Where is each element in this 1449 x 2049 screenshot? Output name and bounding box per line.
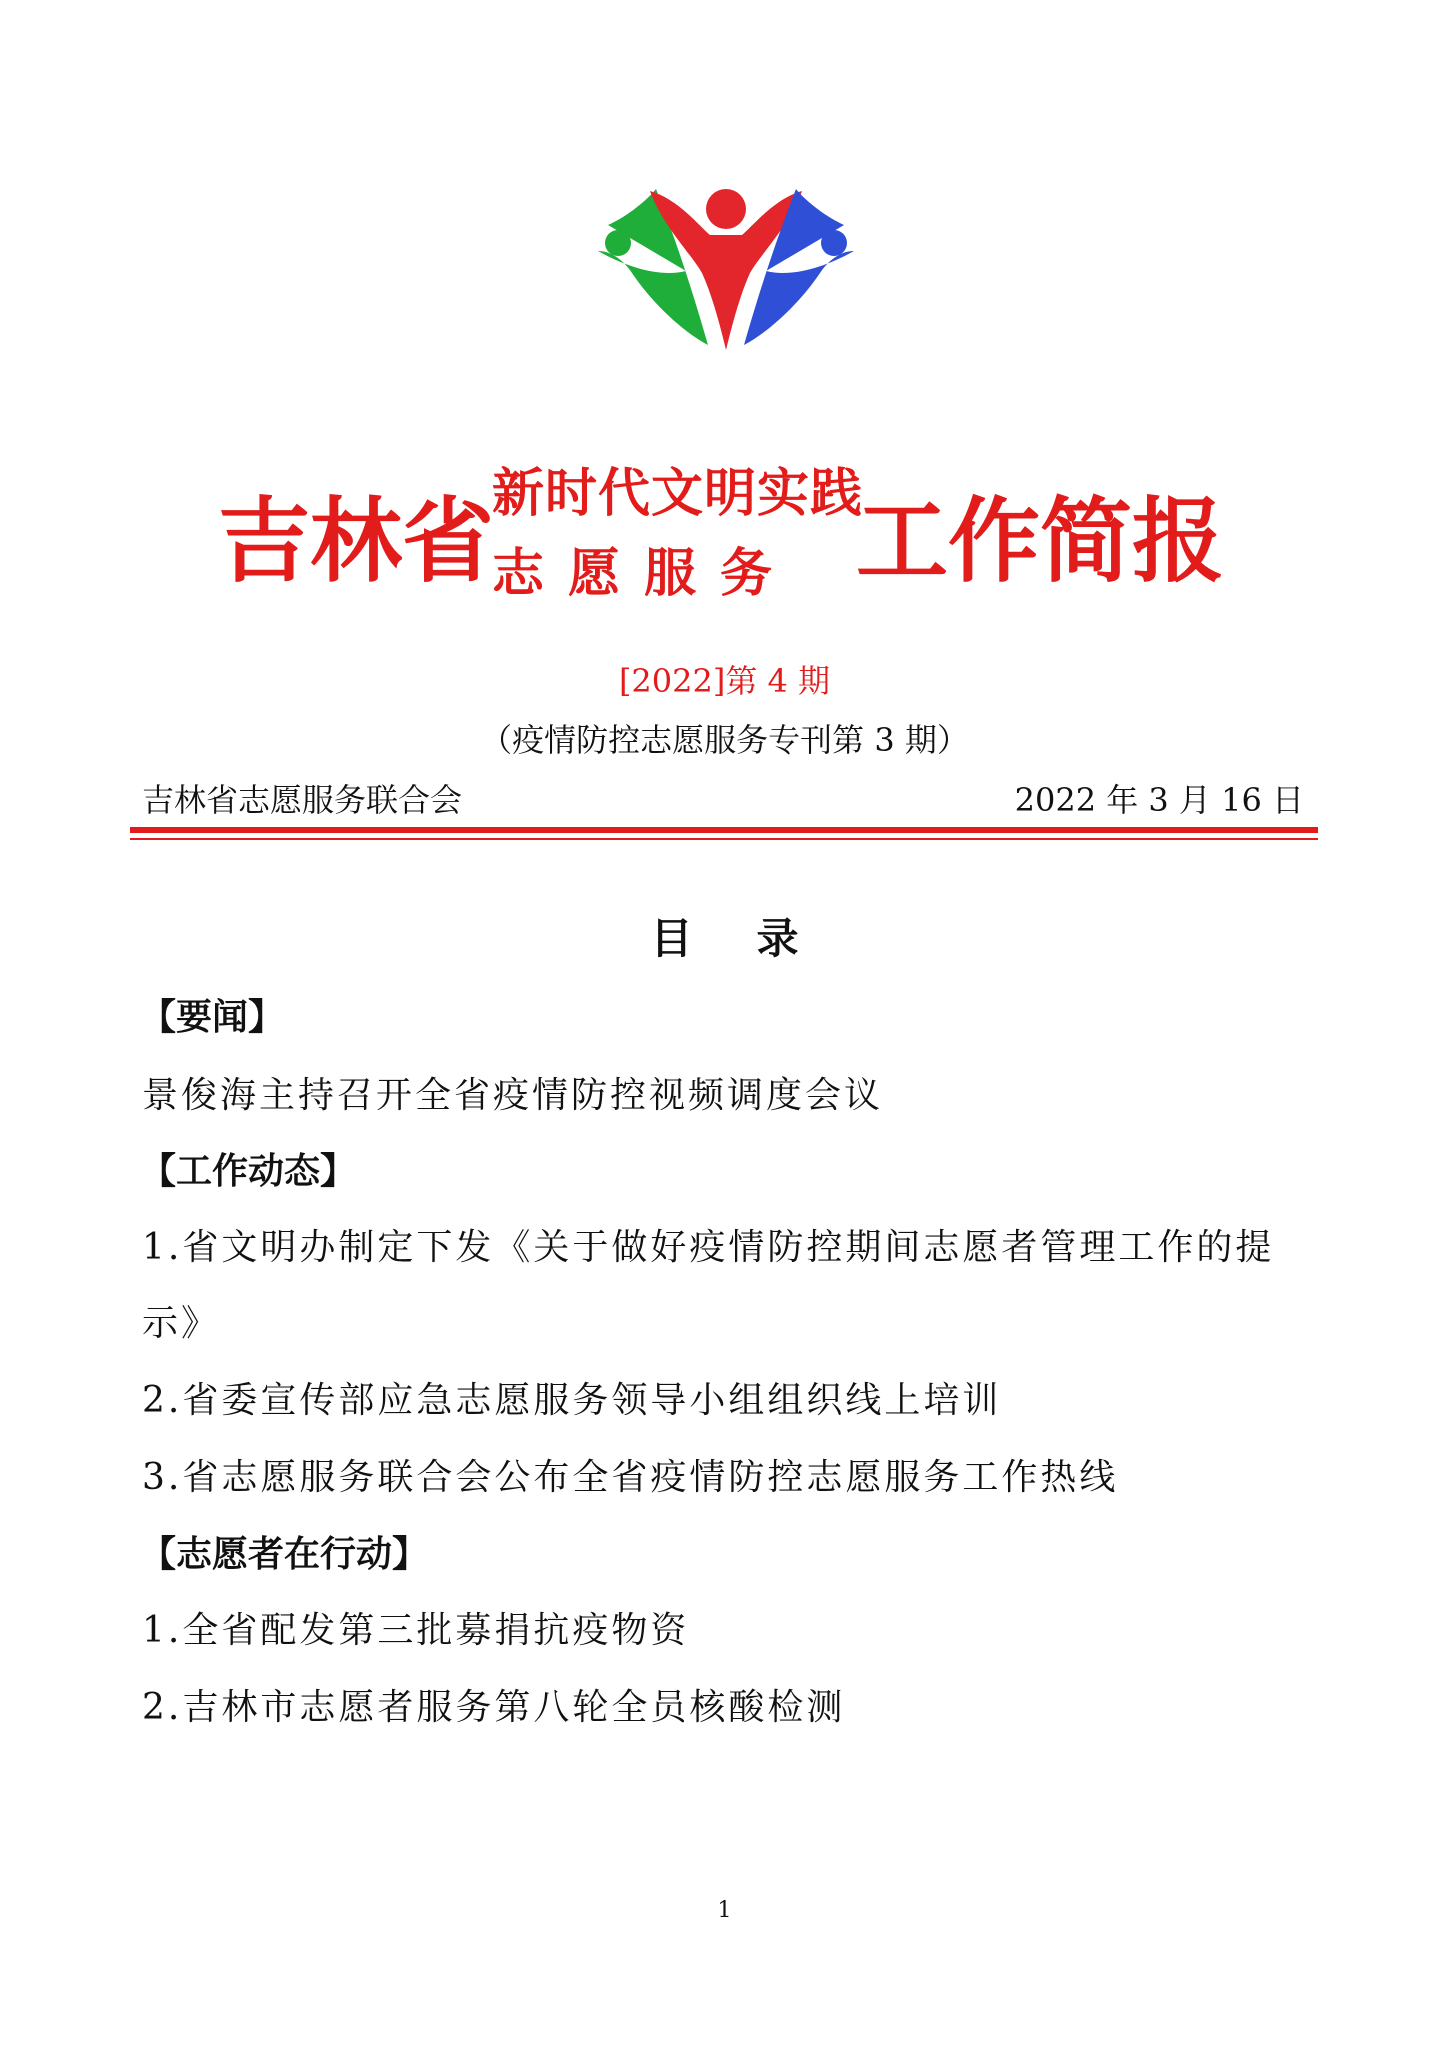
issue-special-edition: （疫情防控志愿服务专刊第 3 期） bbox=[480, 721, 969, 759]
toc-entry-continued: 示》 bbox=[142, 1303, 221, 1344]
masthead-province: 吉林省 bbox=[218, 488, 495, 595]
divider-thick bbox=[130, 827, 1318, 833]
masthead-subtitle-bottom: 志愿服务 bbox=[492, 544, 797, 604]
toc-entry: 1.省文明办制定下发《关于做好疫情防控期间志愿者管理工作的提 bbox=[142, 1227, 1275, 1268]
toc-entry: 景俊海主持召开全省疫情防控视频调度会议 bbox=[142, 1075, 884, 1116]
masthead-subtitle-top: 新时代文明实践 bbox=[492, 464, 864, 524]
toc-entry: 1.全省配发第三批募捐抗疫物资 bbox=[142, 1610, 690, 1651]
toc-entry: 2.吉林市志愿者服务第八轮全员核酸检测 bbox=[142, 1687, 846, 1728]
publish-date: 2022 年 3 月 16 日 bbox=[1014, 781, 1304, 819]
toc-entry: 2.省委宣传部应急志愿服务领导小组组织线上培训 bbox=[142, 1380, 1002, 1421]
publisher: 吉林省志愿服务联合会 bbox=[142, 781, 463, 819]
divider-thin bbox=[130, 838, 1318, 840]
toc-entry: 3.省志愿服务联合会公布全省疫情防控志愿服务工作热线 bbox=[142, 1457, 1119, 1498]
volunteer-logo-icon bbox=[590, 185, 860, 360]
issue-number: [2022]第 4 期 bbox=[618, 662, 831, 700]
masthead-title: 工作简报 bbox=[856, 488, 1225, 595]
toc-section-heading: 【工作动态】 bbox=[140, 1151, 357, 1192]
toc-title: 目录 bbox=[650, 914, 863, 963]
page-number: 1 bbox=[717, 1898, 732, 1923]
toc-section-heading: 【志愿者在行动】 bbox=[140, 1534, 429, 1575]
toc-section-heading: 【要闻】 bbox=[140, 997, 285, 1038]
